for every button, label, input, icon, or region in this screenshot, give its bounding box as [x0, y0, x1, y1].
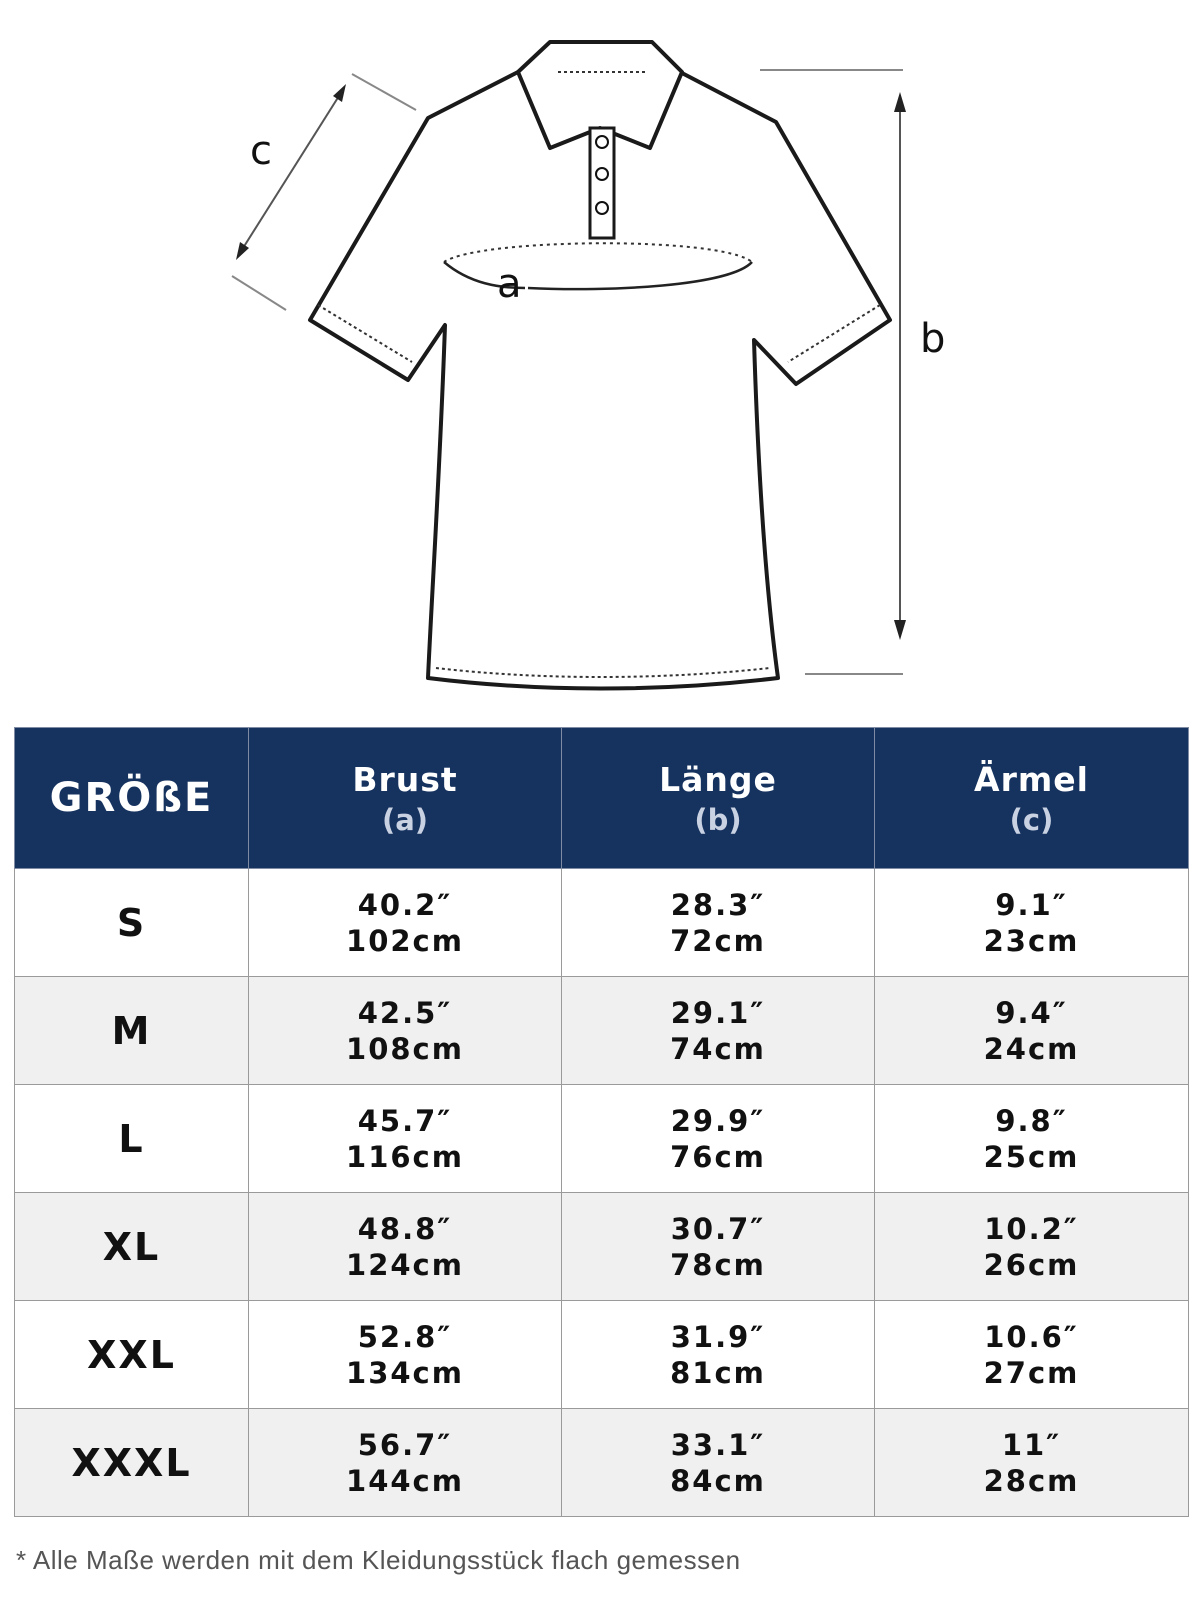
sleeve-cell	[875, 1085, 1189, 1193]
length-inches: 33.1″	[670, 1427, 766, 1462]
table-row	[15, 1301, 1189, 1409]
sleeve-inches: 9.4″	[995, 995, 1068, 1030]
arrow-down-icon	[894, 620, 906, 640]
table-row	[15, 1085, 1189, 1193]
sleeve-inches: 11″	[1001, 1427, 1062, 1462]
length-cm: 78cm	[670, 1247, 766, 1282]
sleeve-inches: 10.6″	[984, 1319, 1079, 1354]
label-a: a	[497, 261, 522, 307]
sleeve-extension-top	[352, 74, 416, 110]
sleeve-inches: 9.8″	[995, 1103, 1068, 1138]
polo-shirt-illustration	[0, 0, 1200, 710]
chest-cm: 102cm	[346, 923, 464, 958]
chest-cm: 134cm	[346, 1355, 464, 1390]
measurement-footnote: * Alle Maße werden mit dem Kleidungsstück flach gemessen	[16, 1545, 741, 1575]
sleeve-cell	[875, 869, 1189, 977]
header-length	[562, 728, 875, 869]
table-row	[15, 1409, 1189, 1517]
sleeve-cell	[875, 1301, 1189, 1409]
size-cell: XXXL	[15, 1409, 249, 1517]
chest-cell	[249, 977, 562, 1085]
length-cell	[562, 1085, 875, 1193]
chest-inches: 56.7″	[357, 1427, 453, 1462]
length-cell	[562, 1409, 875, 1517]
sleeve-cell	[875, 1193, 1189, 1301]
size-cell: L	[15, 1085, 249, 1193]
sleeve-cell	[875, 977, 1189, 1085]
chest-cm: 124cm	[346, 1247, 464, 1282]
length-cell	[562, 977, 875, 1085]
chest-cm: 144cm	[346, 1463, 464, 1498]
length-inches: 28.3″	[670, 887, 766, 922]
header-sleeve-key: (c)	[1009, 802, 1054, 837]
sleeve-cm: 28cm	[983, 1463, 1080, 1498]
table-header-row	[15, 728, 1189, 869]
header-length-key: (b)	[694, 802, 742, 837]
header-size	[15, 728, 249, 869]
length-cm: 76cm	[670, 1139, 766, 1174]
arrow-up-icon	[333, 84, 346, 102]
header-chest-key: (a)	[381, 802, 429, 837]
button-icon	[596, 168, 608, 180]
header-sleeve-label: Ärmel	[974, 759, 1089, 799]
sleeve-cell	[875, 1409, 1189, 1517]
length-cell	[562, 869, 875, 977]
chest-inches: 40.2″	[357, 887, 453, 922]
sleeve-cm: 24cm	[983, 1031, 1080, 1066]
arrow-down-icon	[236, 242, 249, 260]
button-icon	[596, 202, 608, 214]
chest-cell	[249, 1409, 562, 1517]
length-inches: 29.9″	[670, 1103, 766, 1138]
header-chest-label: Brust	[352, 759, 458, 799]
size-chart-table	[14, 727, 1189, 1517]
arrow-up-icon	[894, 92, 906, 112]
header-chest	[249, 728, 562, 869]
label-c: c	[250, 128, 272, 174]
sleeve-extension-bottom	[232, 276, 286, 310]
table-row	[15, 977, 1189, 1085]
chest-inches: 45.7″	[357, 1103, 453, 1138]
sleeve-inches: 10.2″	[984, 1211, 1079, 1246]
header-size-label: GRÖßE	[49, 775, 214, 821]
length-cm: 72cm	[670, 923, 766, 958]
size-cell: M	[15, 977, 249, 1085]
sleeve-cm: 26cm	[983, 1247, 1080, 1282]
chest-cm: 116cm	[346, 1139, 464, 1174]
chest-cm: 108cm	[346, 1031, 464, 1066]
length-inches: 31.9″	[670, 1319, 766, 1354]
table-row	[15, 869, 1189, 977]
length-inches: 29.1″	[670, 995, 766, 1030]
header-sleeve	[875, 728, 1189, 869]
sleeve-cm: 23cm	[983, 923, 1080, 958]
header-length-label: Länge	[659, 759, 777, 799]
chest-cell	[249, 869, 562, 977]
chest-inches: 48.8″	[357, 1211, 453, 1246]
polo-shirt-diagram	[0, 0, 1200, 710]
length-cm: 74cm	[670, 1031, 766, 1066]
length-cell	[562, 1193, 875, 1301]
size-cell: XXL	[15, 1301, 249, 1409]
button-icon	[596, 136, 608, 148]
chest-inches: 42.5″	[357, 995, 453, 1030]
sleeve-cm: 27cm	[983, 1355, 1080, 1390]
length-cm: 81cm	[670, 1355, 766, 1390]
length-cell	[562, 1301, 875, 1409]
chest-cell	[249, 1301, 562, 1409]
length-inches: 30.7″	[670, 1211, 766, 1246]
length-cm: 84cm	[670, 1463, 766, 1498]
chest-cell	[249, 1193, 562, 1301]
chest-inches: 52.8″	[357, 1319, 453, 1354]
sleeve-cm: 25cm	[983, 1139, 1080, 1174]
size-cell: XL	[15, 1193, 249, 1301]
table-row	[15, 1193, 1189, 1301]
sleeve-inches: 9.1″	[995, 887, 1068, 922]
size-cell: S	[15, 869, 249, 977]
chest-cell	[249, 1085, 562, 1193]
label-b: b	[920, 316, 946, 362]
